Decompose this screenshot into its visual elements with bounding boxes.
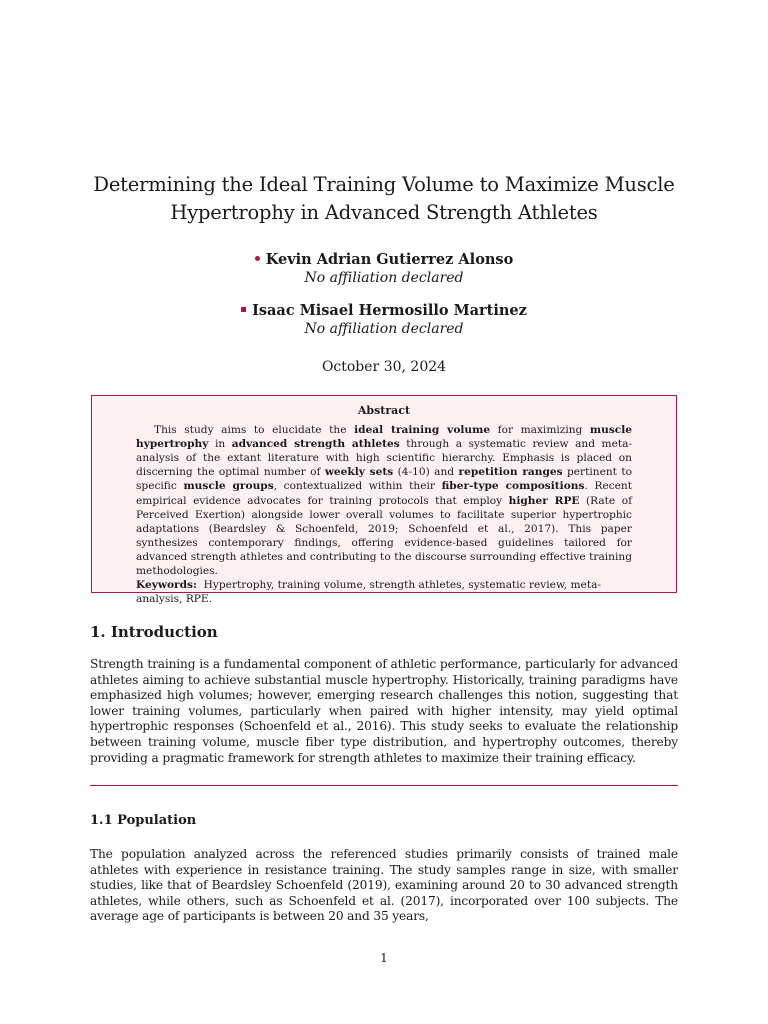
author-block-2 <box>90 301 678 339</box>
abstract-run: for maximizing <box>490 424 590 437</box>
abstract-emphasis: muscle groups <box>183 480 274 493</box>
paper-title: Determining the Ideal Training Volume to Maximize Muscle Hypertrophy in Advanced Strength Athletes <box>93 173 675 224</box>
author-block-1 <box>90 250 678 288</box>
publication-date: October 30, 2024 <box>321 359 447 375</box>
author-name: Isaac Misael Hermosillo Martinez <box>252 302 527 319</box>
population-heading: 1.1 Population <box>90 813 197 828</box>
abstract-run: (Rate of Perceived Exertion) alongside lower overall volumes to facilitate superior hypertrophic adaptations (Beardsley & Schoenfeld, 2019; Schoenfeld et al., 2017). This paper synthesizes contemporary findings, offering evidence-based guidelines tailored for advanced strength athletes and contributing to the discourse surrounding effective training methodologies. <box>136 494 632 578</box>
abstract-run: pertinent to specific <box>136 466 632 493</box>
population-paragraph: The population analyzed across the referenced studies primarily consists of trained male athletes with experience in resistance training. The study samples range in size, with smaller studies, like that of Beardsley Schoenfeld (2019), examining around 20 to 30 advanced strength athletes, while others, such as Schoenfeld et al. (2017), incorporated over 100 subjects. The average age of participants is between 20 and 35 years, <box>90 847 678 924</box>
keywords-text: Hypertrophy, training volume, strength athletes, systematic review, meta-analysis, RPE. <box>136 579 601 606</box>
page-number: 1 <box>380 951 388 965</box>
author-bullet-icon <box>241 307 246 312</box>
introduction-heading: 1. Introduction <box>90 623 218 641</box>
abstract-run: . Recent empirical evidence advocates for training protocols that employ <box>136 480 632 507</box>
abstract-emphasis: fiber-type compositions <box>441 480 585 493</box>
abstract-emphasis: higher RPE <box>508 494 580 507</box>
keywords-label: Keywords: <box>136 579 197 592</box>
author-affiliation: No affiliation declared <box>304 321 464 337</box>
abstract-emphasis: advanced strength athletes <box>231 438 400 451</box>
abstract-run: through a systematic review and meta-analysis of the extant literature with high scientific hierarchy. Emphasis is placed on discerning the optimal number of <box>136 438 632 479</box>
introduction-paragraph: Strength training is a fundamental component of athletic performance, particularly for advanced athletes aiming to achieve substantial muscle hypertrophy. Historically, training paradigms have emphasized high volumes; however, emerging research challenges this notion, suggesting that lower training volumes, particularly when paired with higher intensity, may yield optimal hypertrophic responses (Schoenfeld et al., 2016). This study seeks to evaluate the relationship between training volume, muscle fiber type distribution, and hypertrophy outcomes, thereby providing a pragmatic framework for strength athletes to maximize their training efficacy. <box>90 657 678 765</box>
author-name: Kevin Adrian Gutierrez Alonso <box>265 251 514 268</box>
abstract-run: (4-10) and <box>393 466 459 479</box>
abstract-heading: Abstract <box>357 404 411 417</box>
abstract-emphasis: muscle hypertrophy <box>136 424 632 451</box>
abstract-run: This study aims to elucidate the <box>154 424 355 437</box>
abstract-emphasis: weekly sets <box>324 466 394 479</box>
abstract-emphasis: repetition ranges <box>458 466 563 479</box>
abstract-run: , contextualized within their <box>273 480 442 493</box>
author-bullet-icon <box>255 256 260 261</box>
keywords-line <box>136 578 632 606</box>
section-divider <box>90 785 678 786</box>
author-affiliation: No affiliation declared <box>304 270 464 286</box>
abstract-emphasis: ideal training volume <box>354 424 491 437</box>
abstract-run: in <box>208 438 232 451</box>
abstract-text <box>136 423 632 578</box>
abstract-box <box>91 395 677 606</box>
